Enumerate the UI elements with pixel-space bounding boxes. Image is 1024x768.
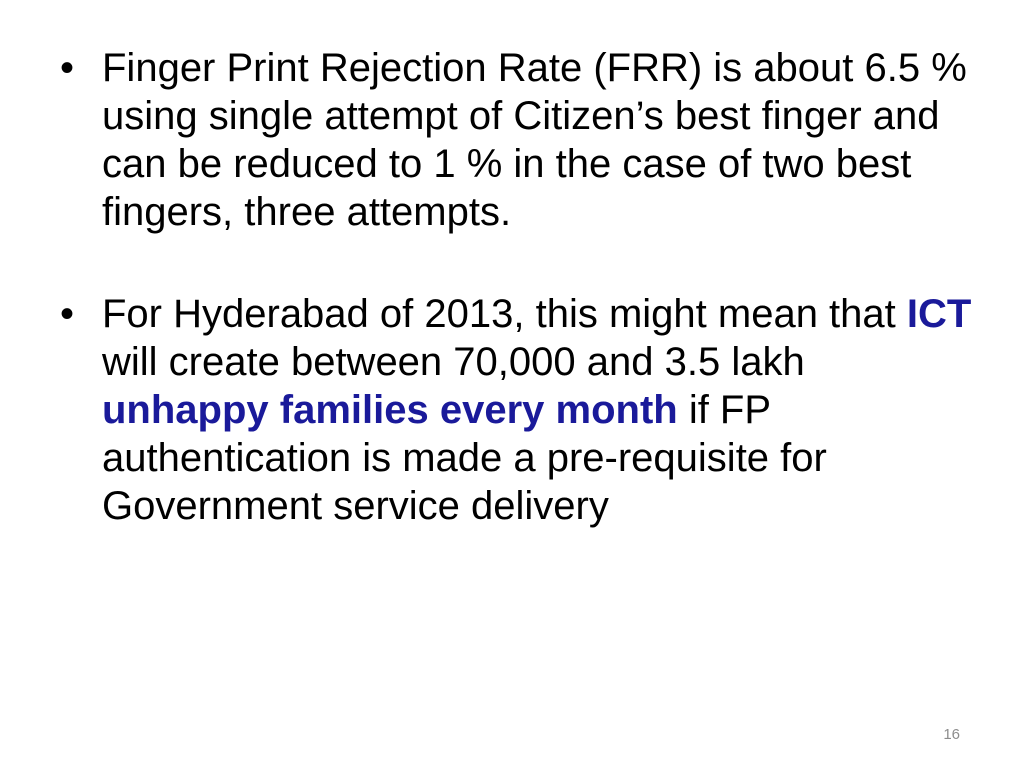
bullet-text: Finger Print Rejection Rate (FRR) is about 6.5 % using single attempt of Citizen’s best finger and can be reduced to 1 % in the case of two best fingers, three attempts. [102, 46, 967, 234]
bullet-item-hyderabad [60, 290, 980, 530]
page-number: 16 [943, 726, 960, 743]
bullet-list [60, 44, 980, 584]
bullet-text-part: For Hyderabad of 2013, this might mean that [102, 292, 907, 336]
highlight-ict: ICT [906, 292, 972, 336]
bullet-icon: • [60, 292, 75, 336]
bullet-item-frr [60, 44, 980, 236]
bullet-text-part: will create between 70,000 and 3.5 lakh [102, 340, 805, 384]
bullet-text-part: if FP authentication is made a pre-requisite for Government service delivery [102, 388, 827, 528]
bullet-icon: • [60, 46, 75, 90]
highlight-unhappy-families: unhappy families every month [102, 388, 678, 432]
